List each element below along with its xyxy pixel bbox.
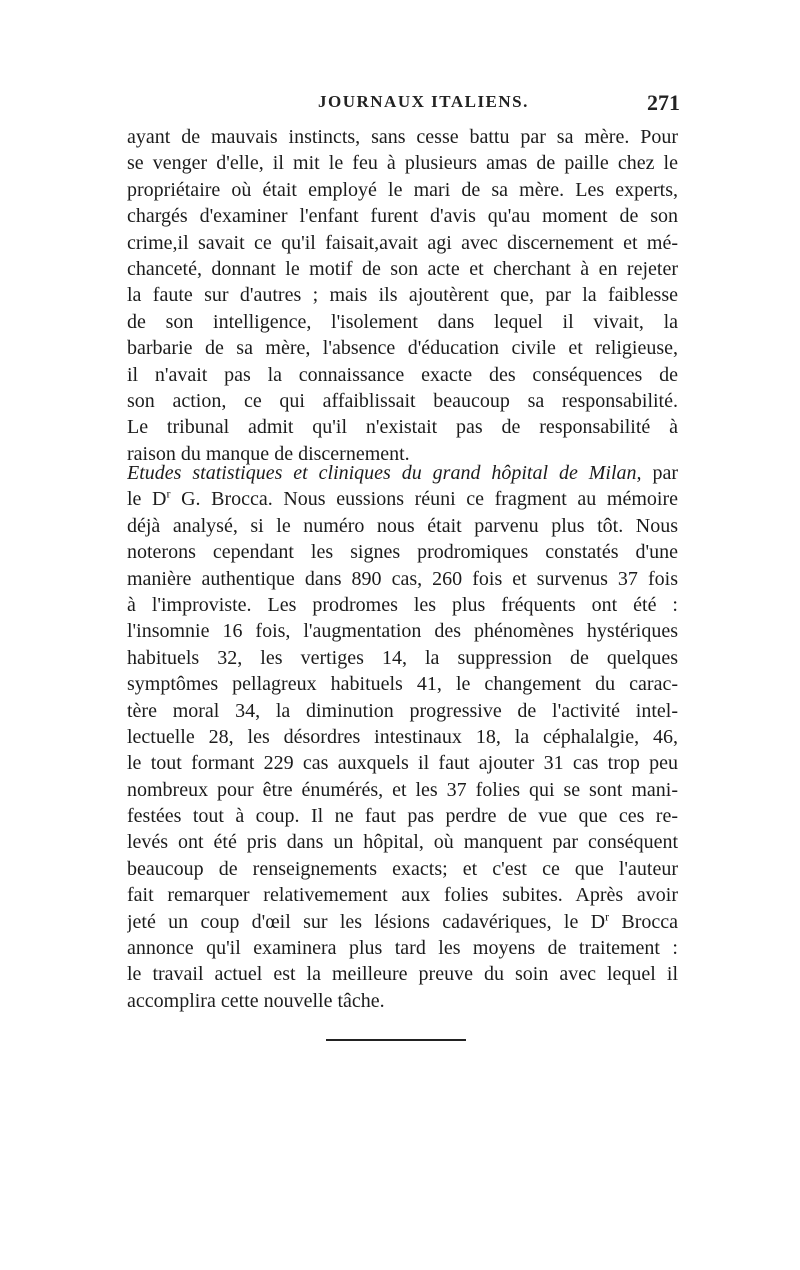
- text-line: annonce qu'il examinera plus tard les moyens de traitement :: [127, 937, 678, 960]
- text-line-author: [127, 486, 678, 512]
- text-line: fait remarquer relativemement aux folies subites. Après avoir: [127, 884, 678, 907]
- line-end: Brocca: [609, 910, 678, 933]
- paragraph-continued: [127, 124, 678, 467]
- text-line: Le tribunal admit qu'il n'existait pas de responsabilité à: [127, 416, 678, 439]
- section-end-rule: [326, 1039, 466, 1041]
- text-line: l'insomnie 16 fois, l'augmentation des phénomènes hystériques: [127, 620, 678, 643]
- text-line: le tout formant 229 cas auxquels il faut ajouter 31 cas trop peu: [127, 752, 678, 775]
- text-line: lectuelle 28, les désordres intestinaux 18, la céphalalgie, 46,: [127, 725, 678, 748]
- line-start: jeté un coup d'œil sur les lésions cadavériques, le D: [127, 910, 606, 933]
- text-line: le travail actuel est la meilleure preuve du soin avec lequel il: [127, 963, 678, 986]
- text-line: symptômes pellagreux habituels 41, le changement du carac-: [127, 673, 678, 696]
- text-line: la faute sur d'autres ; mais ils ajoutèrent que, par la faiblesse: [127, 284, 678, 307]
- text-line: accomplira cette nouvelle tâche.: [127, 989, 385, 1012]
- text-line: à l'improviste. Les prodromes les plus fréquents ont été :: [127, 593, 678, 616]
- text-line-with-superscript: [127, 909, 678, 935]
- text-line: chanceté, donnant le motif de son acte et cherchant à en rejeter: [127, 257, 678, 280]
- text-line: barbarie de sa mère, l'absence d'éducation civile et religieuse,: [127, 337, 678, 360]
- text-line: festées tout à coup. Il ne faut pas perdre de vue que ces re-: [127, 805, 678, 828]
- page-header-title: JOURNAUX ITALIENS.: [318, 92, 529, 111]
- page-number: 271: [647, 90, 680, 115]
- text-line: crime,il savait ce qu'il faisait,avait agi avec discernement et mé-: [127, 231, 678, 254]
- review-title: Etudes statistiques et cliniques du grand hôpital de Milan,: [127, 462, 642, 484]
- text-line: levés ont été pris dans un hôpital, où manquent par conséquent: [127, 831, 678, 854]
- text-line: noterons cependant les signes prodromiques constatés d'une: [127, 541, 678, 564]
- text-line: habituels 32, les vertiges 14, la suppression de quelques: [127, 646, 678, 669]
- text-line: manière authentique dans 890 cas, 260 fois et survenus 37 fois: [127, 567, 678, 590]
- text-line-title: [127, 460, 678, 486]
- text-line: tère moral 34, la diminution progressive de l'activité intel-: [127, 699, 678, 722]
- paragraph-brocca-review: [127, 460, 678, 1014]
- text-line: propriétaire où était employé le mari de sa mère. Les experts,: [127, 178, 678, 201]
- text-line: beaucoup de renseignements exacts; et c'est ce que l'auteur: [127, 857, 678, 880]
- author-superscript: r: [166, 486, 171, 501]
- review-title-rest: par: [641, 462, 678, 484]
- author-rest: G. Brocca. Nous eussions réuni ce fragment au mémoire: [170, 488, 678, 511]
- line-superscript: r: [605, 908, 610, 923]
- running-head: [128, 92, 680, 120]
- text-line: son action, ce qui affaiblissait beaucoup sa responsabilité.: [127, 389, 678, 412]
- text-line: raison du manque de discernement.: [127, 442, 410, 465]
- text-line: de son intelligence, l'isolement dans lequel il vivait, la: [127, 310, 678, 333]
- text-line: se venger d'elle, il mit le feu à plusieurs amas de paille chez le: [127, 152, 678, 175]
- text-line: il n'avait pas la connaissance exacte des conséquences de: [127, 363, 678, 386]
- author-prefix: le D: [127, 488, 167, 511]
- text-line: déjà analysé, si le numéro nous était parvenu plus tôt. Nous: [127, 514, 678, 537]
- text-line: ayant de mauvais instincts, sans cesse battu par sa mère. Pour: [127, 126, 678, 148]
- text-line: chargés d'examiner l'enfant furent d'avis qu'au moment de son: [127, 205, 678, 228]
- text-line: nombreux pour être énumérés, et les 37 folies qui se sont mani-: [127, 778, 678, 801]
